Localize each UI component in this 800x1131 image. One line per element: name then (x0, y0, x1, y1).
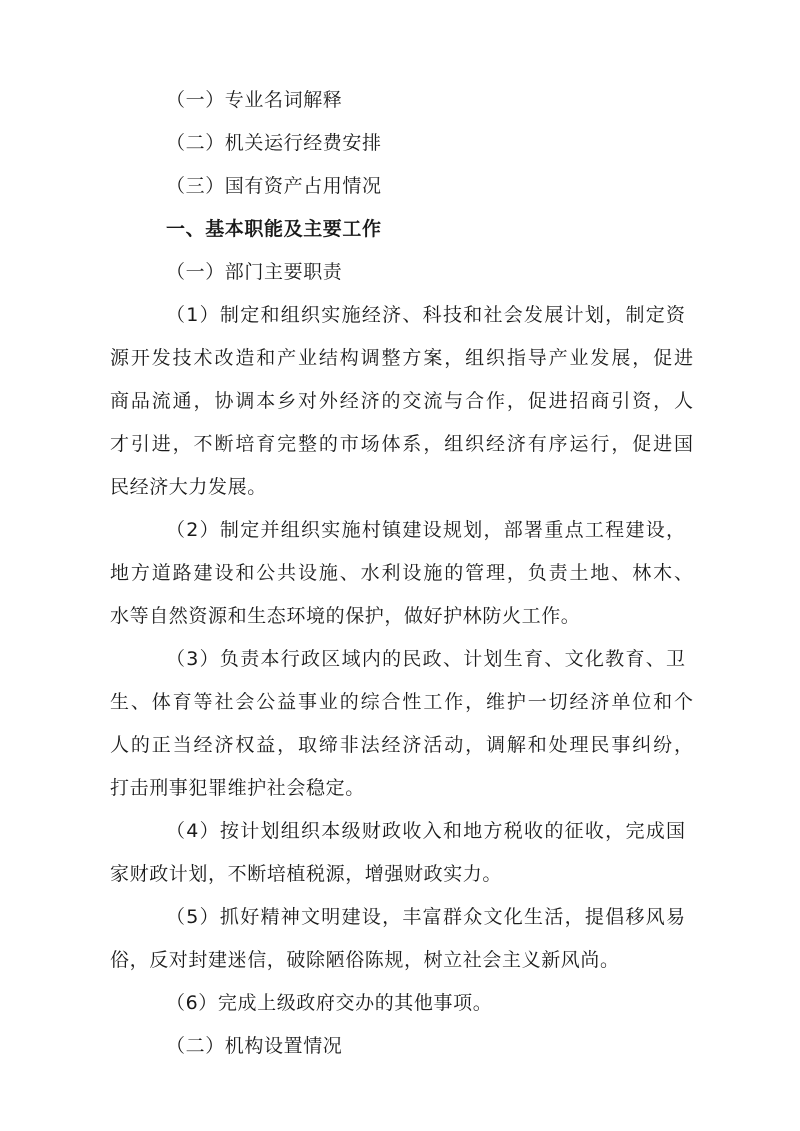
paragraph-3-line: 打击刑事犯罪维护社会稳定。 (110, 777, 365, 799)
paragraph-1-line: 民经济大力发展。 (110, 476, 267, 498)
paragraph-4-line: （4）按计划组织本级财政收入和地方税收的征收，完成国 (166, 820, 685, 842)
toc-item-terms: （一）专业名词解释 (166, 89, 343, 111)
paragraph-1-line: 商品流通，协调本乡对外经济的交流与合作，促进招商引资，人 (110, 390, 693, 412)
paragraph-5-line: （5）抓好精神文明建设，丰富群众文化生活，提倡移风易 (166, 906, 685, 928)
subsection-heading-organization: （二）机构设置情况 (166, 1035, 343, 1057)
paragraph-2-line: 地方道路建设和公共设施、水利设施的管理，负责土地、林木、 (110, 562, 693, 584)
toc-item-state-assets: （三）国有资产占用情况 (166, 175, 382, 197)
paragraph-1-line: （1）制定和组织实施经济、科技和社会发展计划，制定资 (166, 304, 685, 326)
toc-item-operating-funds: （二）机关运行经费安排 (166, 132, 382, 154)
paragraph-3-line: 人的正当经济权益，取缔非法经济活动，调解和处理民事纠纷， (110, 734, 693, 756)
subsection-heading-main-duties: （一）部门主要职责 (166, 261, 343, 283)
paragraph-5-line: 俗，反对封建迷信，破除陋俗陈规，树立社会主义新风尚。 (110, 949, 620, 971)
paragraph-3-line: 生、体育等社会公益事业的综合性工作，维护一切经济单位和个 (110, 691, 693, 713)
paragraph-2-line: （2）制定并组织实施村镇建设规划，部署重点工程建设， (166, 519, 685, 541)
paragraph-1-line: 源开发技术改造和产业结构调整方案，组织指导产业发展，促进 (110, 347, 693, 369)
section-heading-basic-functions: 一、基本职能及主要工作 (166, 218, 382, 240)
paragraph-6-line: （6）完成上级政府交办的其他事项。 (166, 992, 493, 1014)
paragraph-3-line: （3）负责本行政区域内的民政、计划生育、文化教育、卫 (166, 648, 685, 670)
paragraph-4-line: 家财政计划，不断培植税源，增强财政实力。 (110, 863, 503, 885)
paragraph-2-line: 水等自然资源和生态环境的保护，做好护林防火工作。 (110, 605, 581, 627)
paragraph-1-line: 才引进，不断培育完整的市场体系，组织经济有序运行，促进国 (110, 433, 693, 455)
